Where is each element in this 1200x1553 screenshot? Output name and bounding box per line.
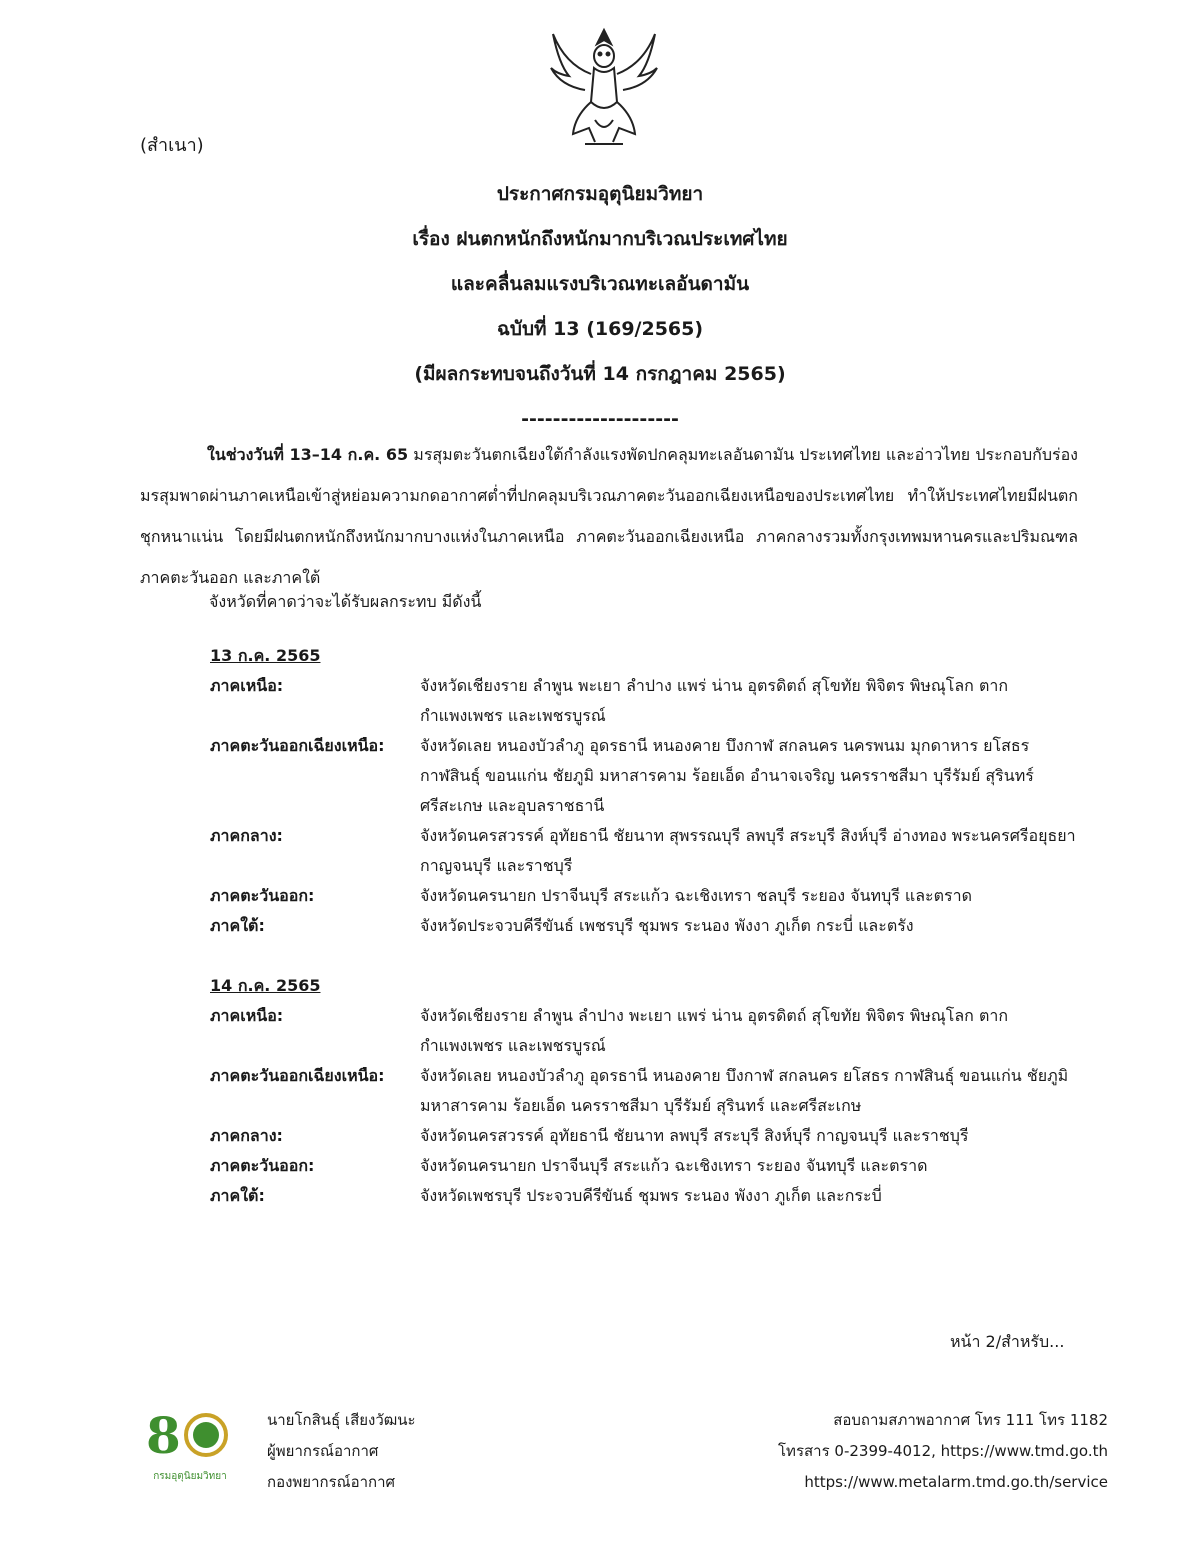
region-row	[210, 1001, 1090, 1061]
region-name: ภาคกลาง:	[210, 1126, 283, 1145]
region-row	[210, 1061, 1090, 1121]
region-name: ภาคตะวันออกเฉียงเหนือ:	[210, 736, 385, 755]
forecast-section-day2	[210, 970, 1090, 1211]
forecaster-signature	[267, 1405, 416, 1498]
region-provinces: จังหวัดเชียงราย ลำพูน พะเยา ลำปาง แพร่ น่าน อุตรดิตถ์ สุโขทัย พิจิตร พิษณุโลก ตาก กำแพงเพชร และเพชรบูรณ์	[420, 676, 1009, 725]
body-paragraph	[140, 434, 1078, 598]
title-line: ฉบับที่ 13 (169/2565)	[496, 318, 704, 340]
region-name: ภาคเหนือ:	[210, 676, 284, 695]
region-name: ภาคตะวันออก:	[210, 886, 315, 905]
region-name: ภาคเหนือ:	[210, 1006, 284, 1025]
region-row	[210, 1121, 1090, 1151]
region-row	[210, 1181, 1090, 1211]
region-provinces: จังหวัดนครสวรรค์ อุทัยธานี ชัยนาท สุพรรณบุรี ลพบุรี สระบุรี สิงห์บุรี อ่างทอง พระนครศรีอยุธยา กาญจนบุรี และราชบุรี	[420, 826, 1076, 875]
region-row	[210, 821, 1090, 881]
contact-service-link[interactable]: https://www.metalarm.tmd.go.th/service	[804, 1473, 1108, 1491]
affected-provinces-heading: จังหวัดที่คาดว่าจะได้รับผลกระทบ มีดังนี้	[209, 592, 482, 611]
copy-label: (สำเนา)	[140, 135, 204, 156]
section-date: 13 ก.ค. 2565	[210, 646, 321, 665]
region-provinces: จังหวัดนครนายก ปราจีนบุรี สระแก้ว ฉะเชิงเทรา ชลบุรี ระยอง จันทบุรี และตราด	[420, 886, 972, 905]
contact-info	[778, 1405, 1108, 1498]
region-row	[210, 731, 1090, 821]
title-line: ประกาศกรมอุตุนิยมวิทยา	[496, 183, 704, 205]
region-provinces: จังหวัดเพชรบุรี ประจวบคีรีขันธ์ ชุมพร ระนอง พังงา ภูเก็ต และกระบี่	[420, 1186, 882, 1205]
forecast-section-day1	[210, 640, 1090, 941]
title-divider: --------------------	[521, 408, 679, 430]
forecaster-name: นายโกสินธุ์ เสียงวัฒนะ	[267, 1411, 416, 1429]
region-provinces: จังหวัดเลย หนองบัวลำภู อุดรธานี หนองคาย บึงกาฬ สกลนคร ยโสธร กาฬสินธุ์ ขอนแก่น ชัยภูมิ มหาสารคาม ร้อยเอ็ด นครราชสีมา บุรีรัมย์ สุรินทร์ และศรีสะเกษ	[420, 1066, 1069, 1115]
tmd-80-years-logo-icon	[140, 1405, 240, 1487]
region-name: ภาคใต้:	[210, 1186, 265, 1205]
region-provinces: จังหวัดนครนายก ปราจีนบุรี สระแก้ว ฉะเชิงเทรา ระยอง จันทบุรี และตราด	[420, 1156, 928, 1175]
svg-text:8: 8	[146, 1406, 181, 1465]
region-provinces: จังหวัดเชียงราย ลำพูน ลำปาง พะเยา แพร่ น่าน อุตรดิตถ์ สุโขทัย พิจิตร พิษณุโลก ตาก กำแพงเพชร และเพชรบูรณ์	[420, 1006, 1009, 1055]
region-row	[210, 911, 1090, 941]
region-name: ภาคกลาง:	[210, 826, 283, 845]
section-date: 14 ก.ค. 2565	[210, 976, 321, 995]
region-provinces: จังหวัดเลย หนองบัวลำภู อุดรธานี หนองคาย บึงกาฬ สกลนคร นครพนม มุกดาหาร ยโสธร กาฬสินธุ์ ขอนแก่น ชัยภูมิ มหาสารคาม ร้อยเอ็ด อำนาจเจริญ นครราชสีมา บุรีรัมย์ สุรินทร์ ศรีสะเกษ และอุบลราชธานี	[420, 736, 1034, 815]
body-lead: ในช่วงวันที่ 13–14 ก.ค. 65	[207, 445, 409, 464]
title-line: และคลื่นลมแรงบริเวณทะเลอันดามัน	[450, 273, 750, 295]
region-row	[210, 881, 1090, 911]
announcement-title	[0, 172, 1200, 442]
garuda-emblem-icon	[545, 24, 663, 150]
contact-phone: สอบถามสภาพอากาศ โทร 111 โทร 1182	[833, 1411, 1108, 1429]
region-provinces: จังหวัดนครสวรรค์ อุทัยธานี ชัยนาท ลพบุรี สระบุรี สิงห์บุรี กาญจนบุรี และราชบุรี	[420, 1126, 969, 1145]
body-text: มรสุมตะวันตกเฉียงใต้กำลังแรงพัดปกคลุมทะเลอันดามัน ประเทศไทย และอ่าวไทย ประกอบกับร่องมรสุมพาดผ่านภาคเหนือเข้าสู่หย่อมความกดอากาศต่ำที่ปกคลุมบริเวณภาคตะวันออกเฉียงเหนือของประเทศไทย ทำให้ประเทศไทยมีฝนตกชุกหนาแน่น โดยมีฝนตกหนักถึงหนักมากบางแห่งในภาคเหนือ ภาคตะวันออกเฉียงเหนือ ภาคกลางรวมทั้งกรุงเทพมหานครและปริมณฑล ภาคตะวันออก และภาคใต้	[140, 445, 1078, 587]
region-name: ภาคใต้:	[210, 916, 265, 935]
region-name: ภาคตะวันออกเฉียงเหนือ:	[210, 1066, 385, 1085]
region-name: ภาคตะวันออก:	[210, 1156, 315, 1175]
title-line: เรื่อง ฝนตกหนักถึงหนักมากบริเวณประเทศไทย	[412, 228, 788, 250]
page-indicator: หน้า 2/สำหรับ...	[950, 1332, 1065, 1351]
region-row	[210, 671, 1090, 731]
logo-text: กรมอุตุนิยมวิทยา	[153, 1471, 227, 1482]
forecaster-position: ผู้พยากรณ์อากาศ	[267, 1442, 379, 1460]
region-provinces: จังหวัดประจวบคีรีขันธ์ เพชรบุรี ชุมพร ระนอง พังงา ภูเก็ต กระบี่ และตรัง	[420, 916, 914, 935]
title-line: (มีผลกระทบจนถึงวันที่ 14 กรกฎาคม 2565)	[414, 363, 786, 385]
contact-fax-website[interactable]: โทรสาร 0-2399-4012, https://www.tmd.go.th	[778, 1442, 1108, 1460]
region-row	[210, 1151, 1090, 1181]
forecaster-division: กองพยากรณ์อากาศ	[267, 1473, 396, 1491]
